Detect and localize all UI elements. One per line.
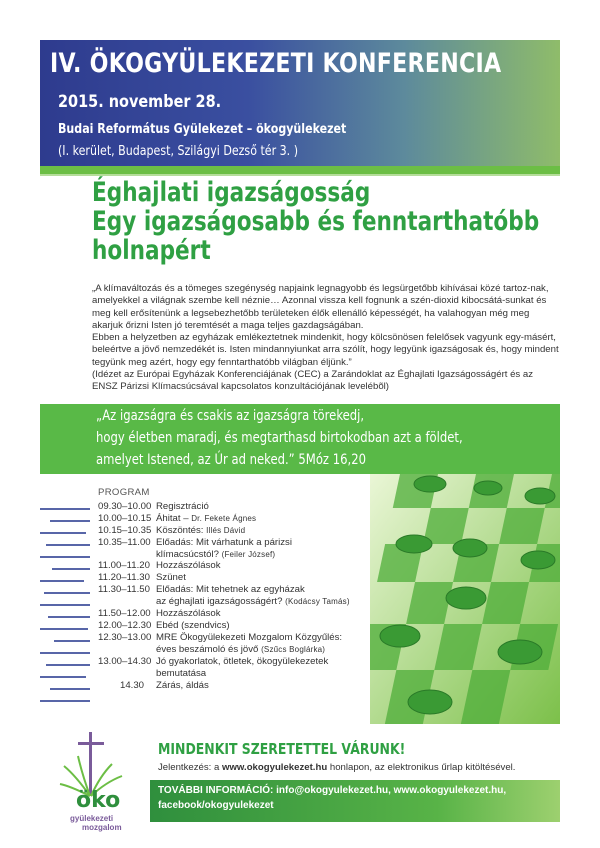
- program-description-text: éves beszámoló és jövő: [156, 643, 262, 655]
- program-time: 09.30–10.00: [98, 500, 152, 512]
- program-description-text: Zárás, áldás: [156, 679, 209, 691]
- registration-text: [158, 762, 515, 773]
- program-row: [98, 608, 378, 620]
- program-description-text: Ebéd (szendvics): [156, 619, 230, 631]
- program-speaker: Dr. Fekete Ágnes: [191, 513, 257, 523]
- program-row: [98, 501, 378, 513]
- program-row: [98, 668, 378, 680]
- program-time: 12.30–13.00: [98, 631, 152, 643]
- program-description: [156, 620, 378, 632]
- intro-text: [92, 283, 560, 394]
- program-speaker: (Feiler József): [221, 549, 276, 559]
- program-description-text: Előadás: Mit tehetnek az egyházak: [156, 584, 305, 596]
- program-description-text: Hozzászólások: [156, 560, 221, 572]
- logo-sub2: mozgalom: [82, 823, 122, 832]
- main-title-line1: Éghajlati igazságosság: [92, 177, 371, 208]
- program-row: [98, 537, 378, 549]
- divider-bar-light: [40, 174, 560, 176]
- program-description: [156, 596, 378, 608]
- program-description: [156, 656, 378, 668]
- program-description-text: MRE Ökogyülekezeti Mozgalom Közgyűlés:: [156, 631, 343, 643]
- program-time: [98, 668, 156, 680]
- quote-line1: „Az igazságra és csakis az igazságra törekedj,: [96, 408, 365, 424]
- program-time: 11.00–11.20: [98, 560, 150, 572]
- intro-paragraph-2: Ebben a helyzetben az egyházak emlékeztetnek mindenkit, hogy kölcsönösen felelősek vagyunk egy-másért, beleértve a jövő nemzedékét is. Isten mindannyiunkat arra szólít, hogy legyünk igazságosak és, hogy mindent tegyünk meg azért, hogy egy fenntarthatóbb világban éljünk.”: [92, 332, 559, 368]
- program-row: [98, 680, 378, 692]
- program-time: 10.35–11.00: [98, 536, 151, 548]
- program-time: [98, 596, 156, 608]
- program-row: [98, 656, 378, 668]
- bible-quote: [96, 405, 463, 471]
- program-description: [156, 632, 378, 644]
- program-time: [98, 644, 156, 656]
- logo-text: öko: [76, 788, 121, 813]
- program-description-text: Jó gyakorlatok, ötletek, ökogyülekezetek: [156, 655, 329, 667]
- conference-address: (I. kerület, Budapest, Szilágyi Dezső tér 3. ): [58, 144, 299, 159]
- program-description-text: Hozzászólások: [156, 608, 221, 620]
- program-description: [156, 513, 378, 525]
- program-description-text: Áhitat –: [156, 512, 192, 524]
- program-description-text: az éghajlati igazságosságért?: [156, 596, 286, 608]
- program-row: [98, 620, 378, 632]
- program-description: [156, 501, 378, 513]
- program-time: 11.20–11.30: [98, 572, 150, 584]
- program-speaker: Illés Dávid: [206, 525, 246, 535]
- program-description: [156, 525, 378, 537]
- program-time: 12.00–12.30: [98, 619, 152, 631]
- program-description-text: Köszöntés:: [156, 524, 207, 536]
- program-row: [98, 644, 378, 656]
- program-description-text: bemutatása: [156, 667, 207, 679]
- program-time: [98, 549, 156, 561]
- info-line2: facebook/okogyulekezet: [158, 800, 274, 811]
- program-time: 11.30–11.50: [98, 584, 150, 596]
- program-list: [98, 487, 378, 691]
- program-row: [98, 572, 378, 584]
- program-description: [156, 680, 378, 692]
- program-description: [156, 668, 378, 680]
- program-description-text: klímacsúcstól?: [156, 548, 222, 560]
- program-description-text: Regisztráció: [156, 500, 209, 512]
- program-row: [98, 525, 378, 537]
- main-title-line3: holnapért: [92, 235, 211, 266]
- program-row: [98, 584, 378, 596]
- divider-bar: [40, 166, 560, 174]
- program-description: [156, 608, 378, 620]
- program-time: 11.50–12.00: [98, 608, 151, 620]
- main-title-line2: Egy igazságosabb és fenntarthatóbb: [92, 206, 540, 237]
- program-row: [98, 549, 378, 561]
- program-row: [98, 632, 378, 644]
- quote-line2: hogy életben maradj, és megtarthasd birtokodban azt a földet,: [96, 430, 463, 446]
- program-description-text: Előadás: Mit várhatunk a párizsi: [156, 536, 292, 548]
- program-time: 14.30: [119, 679, 144, 691]
- main-title: [92, 178, 539, 265]
- program-description-text: Szünet: [156, 572, 186, 584]
- program-description: [156, 549, 378, 561]
- registration-prefix: Jelentkezés: a: [158, 762, 222, 773]
- info-line1: TOVÁBBI INFORMÁCIÓ: info@okogyulekezet.hu, www.okogyulekezet.hu,: [158, 785, 507, 796]
- conference-title: IV. ÖKOGYÜLEKEZETI KONFERENCIA: [50, 48, 502, 79]
- conference-venue: Budai Református Gyülekezet – ökogyülekezet: [58, 122, 347, 137]
- program-speaker: (Kodácsy Tamás): [285, 597, 350, 607]
- program-time: 10.15–10.35: [98, 524, 152, 536]
- registration-suffix: honlapon, az elektronikus űrlap kitöltésével.: [327, 762, 516, 773]
- program-description: [156, 537, 378, 549]
- program-time: 10.00–10.15: [98, 512, 152, 524]
- conference-date: 2015. november 28.: [58, 92, 222, 112]
- program-row: [98, 513, 378, 525]
- header-banner: [40, 40, 560, 166]
- registration-url[interactable]: www.okogyulekezet.hu: [222, 762, 328, 773]
- program-description: [156, 572, 378, 584]
- program-row: [98, 560, 378, 572]
- program-speaker: (Szűcs Boglárka): [261, 644, 326, 654]
- program-row: [98, 596, 378, 608]
- program-time: 13.00–14.30: [98, 655, 152, 667]
- intro-paragraph-1: „A klímaváltozás és a tömeges szegénység napjaink legnagyobb és legsürgetőbb kihívásai közé tartoz-nak, amelyekkel a világnak szembe kell néznie… Azonnal vissza kell fognunk a szén-dioxid kibocsátá-sunkat és meg kell erősítenünk a legsebezhetőbb területeken élők ellenálló képességét, ha valahogyan még meg akarjuk őrizni Isten jó teremtését a maga teljes gazdagságában.: [92, 283, 549, 331]
- welcome-text: MINDENKIT SZERETETTEL VÁRUNK!: [158, 740, 406, 758]
- chess-board-image: [370, 474, 560, 724]
- program-heading: PROGRAM: [98, 487, 150, 498]
- program-description: [156, 584, 378, 596]
- program-description: [156, 644, 378, 656]
- quote-line3: amelyet Istened, az Úr ad neked.” 5Móz 16,20: [96, 452, 366, 468]
- logo-sub1: gyülekezeti: [70, 814, 114, 823]
- intro-paragraph-3: (Idézet az Európai Egyházak Konferenciájának (CEC) a Zarándoklat az Éghajlati Igazságosságért és az ENSZ Párizsi Klímacsúcsával kapcsolatos konzultációjának levelébõl): [92, 369, 534, 393]
- program-description: [156, 560, 378, 572]
